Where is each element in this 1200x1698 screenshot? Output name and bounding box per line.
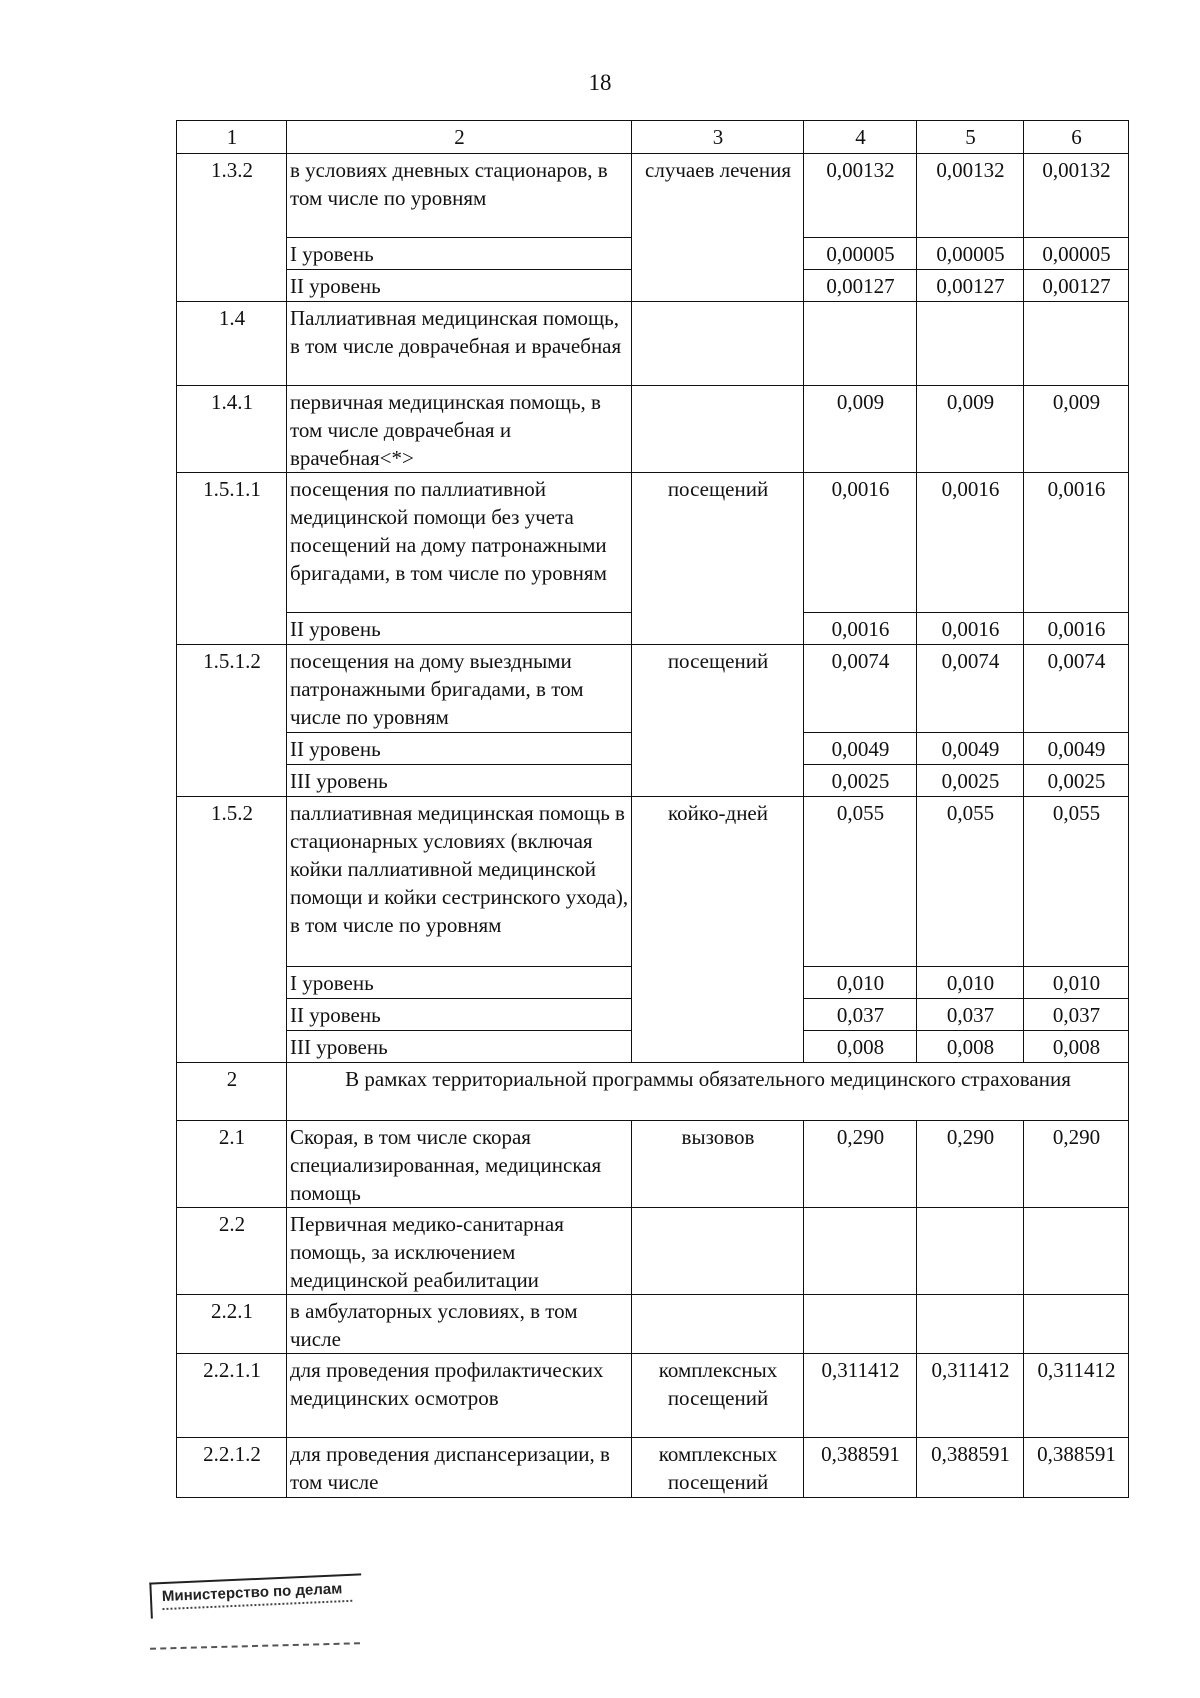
value-col6: 0,010: [1024, 967, 1129, 999]
row-number: 2.2.1.2: [177, 1438, 287, 1498]
value-col6: 0,388591: [1024, 1438, 1129, 1498]
row-number: 2.2: [177, 1208, 287, 1295]
value-col6: 0,009: [1024, 386, 1129, 473]
value-col5: 0,037: [917, 999, 1024, 1031]
value-col6: 0,0074: [1024, 645, 1129, 733]
table-header-row: [177, 121, 1129, 154]
table-row: [177, 1121, 1129, 1208]
row-number: 2.1: [177, 1121, 287, 1208]
value-col6: 0,00005: [1024, 238, 1129, 270]
value-col5: 0,388591: [917, 1438, 1024, 1498]
value-col4: 0,055: [804, 797, 917, 967]
table-row: [177, 302, 1129, 386]
value-col4: 0,290: [804, 1121, 917, 1208]
row-name: II уровень: [287, 270, 632, 302]
indicator-table: [176, 120, 1129, 1498]
value-col5: 0,00127: [917, 270, 1024, 302]
value-col6: 0,0025: [1024, 765, 1129, 797]
value-col6: [1024, 302, 1129, 386]
value-col5: 0,0025: [917, 765, 1024, 797]
value-col5: [917, 1208, 1024, 1295]
value-col5: 0,311412: [917, 1354, 1024, 1438]
row-name: паллиативная медицинская помощь в стационарных условиях (включая койки паллиативной медицинской помощи и койки сестринского ухода), в том числе по уровням: [287, 797, 632, 967]
stamp-underline: [150, 1642, 360, 1649]
row-unit: [632, 386, 804, 473]
table-row: [177, 1354, 1129, 1438]
value-col6: 0,00127: [1024, 270, 1129, 302]
row-name: в условиях дневных стационаров, в том числе по уровням: [287, 154, 632, 238]
value-col5: [917, 1295, 1024, 1354]
value-col4: 0,008: [804, 1031, 917, 1063]
row-unit: [632, 302, 804, 386]
value-col5: 0,00005: [917, 238, 1024, 270]
row-name: посещения на дому выездными патронажными бригадами, в том числе по уровням: [287, 645, 632, 733]
row-name: II уровень: [287, 999, 632, 1031]
row-number: 2: [177, 1063, 287, 1121]
row-unit: посещений: [632, 645, 804, 797]
value-col6: 0,290: [1024, 1121, 1129, 1208]
value-col4: 0,00005: [804, 238, 917, 270]
value-col6: 0,037: [1024, 999, 1129, 1031]
value-col5: 0,055: [917, 797, 1024, 967]
row-name: для проведения диспансеризации, в том числе: [287, 1438, 632, 1498]
value-col4: 0,0049: [804, 733, 917, 765]
header-cell: 1: [177, 121, 287, 154]
row-unit: койко-дней: [632, 797, 804, 1063]
value-col5: 0,00132: [917, 154, 1024, 238]
row-number: 1.4: [177, 302, 287, 386]
row-unit: комплексных посещений: [632, 1354, 804, 1438]
section-title: В рамках территориальной программы обязательного медицинского страхования: [287, 1063, 1129, 1121]
table-row: [177, 645, 1129, 733]
page-number: 18: [588, 70, 612, 95]
value-col5: 0,0016: [917, 613, 1024, 645]
value-col4: 0,009: [804, 386, 917, 473]
value-col4: [804, 302, 917, 386]
row-unit: посещений: [632, 473, 804, 645]
table-section-row: [177, 1063, 1129, 1121]
table-row: [177, 797, 1129, 967]
value-col6: 0,0049: [1024, 733, 1129, 765]
value-col4: 0,0025: [804, 765, 917, 797]
value-col4: 0,00132: [804, 154, 917, 238]
value-col4: 0,0016: [804, 473, 917, 613]
ministry-stamp: [149, 1573, 362, 1618]
row-name: I уровень: [287, 967, 632, 999]
value-col6: 0,055: [1024, 797, 1129, 967]
value-col5: 0,0074: [917, 645, 1024, 733]
value-col5: 0,009: [917, 386, 1024, 473]
value-col5: 0,290: [917, 1121, 1024, 1208]
value-col5: 0,0049: [917, 733, 1024, 765]
table-row: [177, 1208, 1129, 1295]
value-col6: 0,00132: [1024, 154, 1129, 238]
header-cell: 5: [917, 121, 1024, 154]
value-col5: 0,010: [917, 967, 1024, 999]
value-col5: [917, 302, 1024, 386]
value-col4: 0,311412: [804, 1354, 917, 1438]
value-col6: 0,0016: [1024, 473, 1129, 613]
row-name: первичная медицинская помощь, в том числе доврачебная и врачебная<*>: [287, 386, 632, 473]
row-unit: случаев лечения: [632, 154, 804, 302]
row-unit: комплексных посещений: [632, 1438, 804, 1498]
row-number: 2.2.1: [177, 1295, 287, 1354]
value-col4: 0,0074: [804, 645, 917, 733]
table-row: [177, 386, 1129, 473]
row-name: Скорая, в том числе скорая специализированная, медицинская помощь: [287, 1121, 632, 1208]
header-cell: 2: [287, 121, 632, 154]
value-col4: [804, 1208, 917, 1295]
row-number: 1.5.1.1: [177, 473, 287, 645]
row-name: II уровень: [287, 613, 632, 645]
value-col4: 0,00127: [804, 270, 917, 302]
value-col6: [1024, 1208, 1129, 1295]
table-row: [177, 1438, 1129, 1498]
value-col4: 0,010: [804, 967, 917, 999]
row-number: 1.3.2: [177, 154, 287, 302]
row-unit: [632, 1295, 804, 1354]
value-col6: [1024, 1295, 1129, 1354]
table-row: [177, 1295, 1129, 1354]
table-row: [177, 473, 1129, 613]
row-name: II уровень: [287, 733, 632, 765]
table-row: [177, 154, 1129, 238]
row-name: Первичная медико-санитарная помощь, за исключением медицинской реабилитации: [287, 1208, 632, 1295]
row-name: III уровень: [287, 765, 632, 797]
stamp-text: Министерство по делам: [161, 1580, 343, 1606]
row-number: 2.2.1.1: [177, 1354, 287, 1438]
value-col5: 0,0016: [917, 473, 1024, 613]
value-col4: 0,388591: [804, 1438, 917, 1498]
value-col4: [804, 1295, 917, 1354]
value-col6: 0,008: [1024, 1031, 1129, 1063]
value-col4: 0,0016: [804, 613, 917, 645]
row-unit: вызовов: [632, 1121, 804, 1208]
row-name: I уровень: [287, 238, 632, 270]
row-name: для проведения профилактических медицинских осмотров: [287, 1354, 632, 1438]
row-name: в амбулаторных условиях, в том числе: [287, 1295, 632, 1354]
row-number: 1.5.1.2: [177, 645, 287, 797]
row-name: посещения по паллиативной медицинской помощи без учета посещений на дому патронажными бригадами, в том числе по уровням: [287, 473, 632, 613]
row-unit: [632, 1208, 804, 1295]
value-col4: 0,037: [804, 999, 917, 1031]
header-cell: 4: [804, 121, 917, 154]
row-name: Паллиативная медицинская помощь, в том числе доврачебная и врачебная: [287, 302, 632, 386]
value-col5: 0,008: [917, 1031, 1024, 1063]
row-number: 1.4.1: [177, 386, 287, 473]
header-cell: 3: [632, 121, 804, 154]
row-number: 1.5.2: [177, 797, 287, 1063]
value-col6: 0,311412: [1024, 1354, 1129, 1438]
value-col6: 0,0016: [1024, 613, 1129, 645]
header-cell: 6: [1024, 121, 1129, 154]
row-name: III уровень: [287, 1031, 632, 1063]
